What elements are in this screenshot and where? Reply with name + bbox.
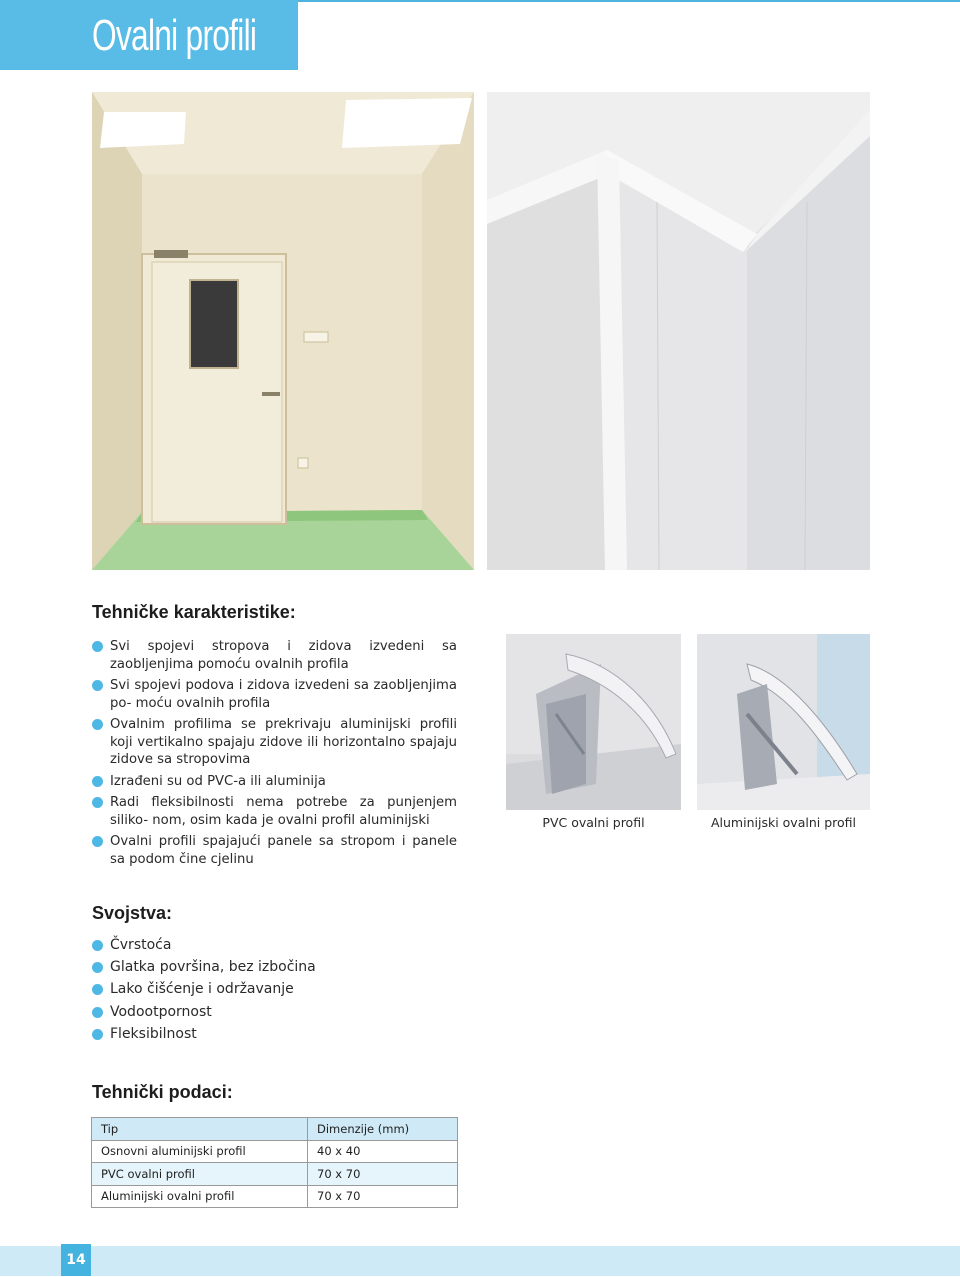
bullet-icon <box>92 641 103 652</box>
header-rule <box>298 0 960 2</box>
specs-heading: Tehničke karakteristike: <box>92 602 296 622</box>
list-item: Čvrstoća <box>92 937 452 955</box>
pvc-caption: PVC ovalni profil <box>542 815 645 830</box>
table-cell: Osnovni aluminijski profil <box>92 1140 308 1163</box>
bullet-icon <box>92 984 103 995</box>
list-item: Svi spojevi podova i zidova izvedeni sa zaobljenjima po- moću ovalnih profila <box>92 677 457 712</box>
bullet-icon <box>92 776 103 787</box>
header-cell: Dimenzije (mm) <box>308 1118 458 1141</box>
list-item: Vodootpornost <box>92 1004 452 1022</box>
pvc-profile-photo <box>506 634 681 810</box>
bullet-icon <box>92 836 103 847</box>
table-header-row <box>92 1118 458 1141</box>
table-cell: 70 x 70 <box>308 1163 458 1186</box>
title-banner <box>0 0 298 70</box>
table-cell: Aluminijski ovalni profil <box>92 1185 308 1208</box>
list-item: Radi fleksibilnosti nema potrebe za punjenjem siliko- nom, osim kada je ovalni profil aluminijski <box>92 794 457 829</box>
aluminium-caption: Aluminijski ovalni profil <box>710 815 856 830</box>
bullet-icon <box>92 962 103 973</box>
aluminium-profile-photo <box>697 634 870 810</box>
list-item: Glatka površina, bez izbočina <box>92 959 452 977</box>
table-cell: PVC ovalni profil <box>92 1163 308 1186</box>
table-cell: 40 x 40 <box>308 1140 458 1163</box>
list-item: Izrađeni su od PVC-a ili aluminija <box>92 773 457 791</box>
list-item: Fleksibilnost <box>92 1026 452 1044</box>
list-item: Svi spojevi stropova i zidova izvedeni sa zaobljenjima pomoću ovalnih profila <box>92 638 457 673</box>
cleanroom-door-photo <box>92 92 474 570</box>
list-item: Ovalnim profilima se prekrivaju aluminijski profili koji vertikalno spajaju zidove ili horizontalno spajaju zidove sa stropovima <box>92 716 457 769</box>
list-item: Ovalni profili spajajući panele sa stropom i panele sa podom čine cjelinu <box>92 833 457 868</box>
properties-list <box>92 937 452 1048</box>
page-title: Ovalni profili <box>92 11 257 60</box>
table-row <box>92 1163 458 1186</box>
page-number: 14 <box>61 1244 91 1276</box>
table-row <box>92 1185 458 1208</box>
list-item: Lako čišćenje i održavanje <box>92 981 452 999</box>
bullet-icon <box>92 1007 103 1018</box>
header-cell: Tip <box>92 1118 308 1141</box>
bullet-icon <box>92 940 103 951</box>
table-row <box>92 1140 458 1163</box>
bullet-icon <box>92 680 103 691</box>
tech-table <box>91 1117 458 1208</box>
bullet-icon <box>92 797 103 808</box>
footer-bar <box>0 1246 960 1276</box>
tech-heading: Tehnički podaci: <box>92 1082 233 1102</box>
bullet-icon <box>92 1029 103 1040</box>
ceiling-corner-photo <box>487 92 870 570</box>
bullet-icon <box>92 719 103 730</box>
specs-list <box>92 638 457 872</box>
table-cell: 70 x 70 <box>308 1185 458 1208</box>
properties-heading: Svojstva: <box>92 903 173 923</box>
